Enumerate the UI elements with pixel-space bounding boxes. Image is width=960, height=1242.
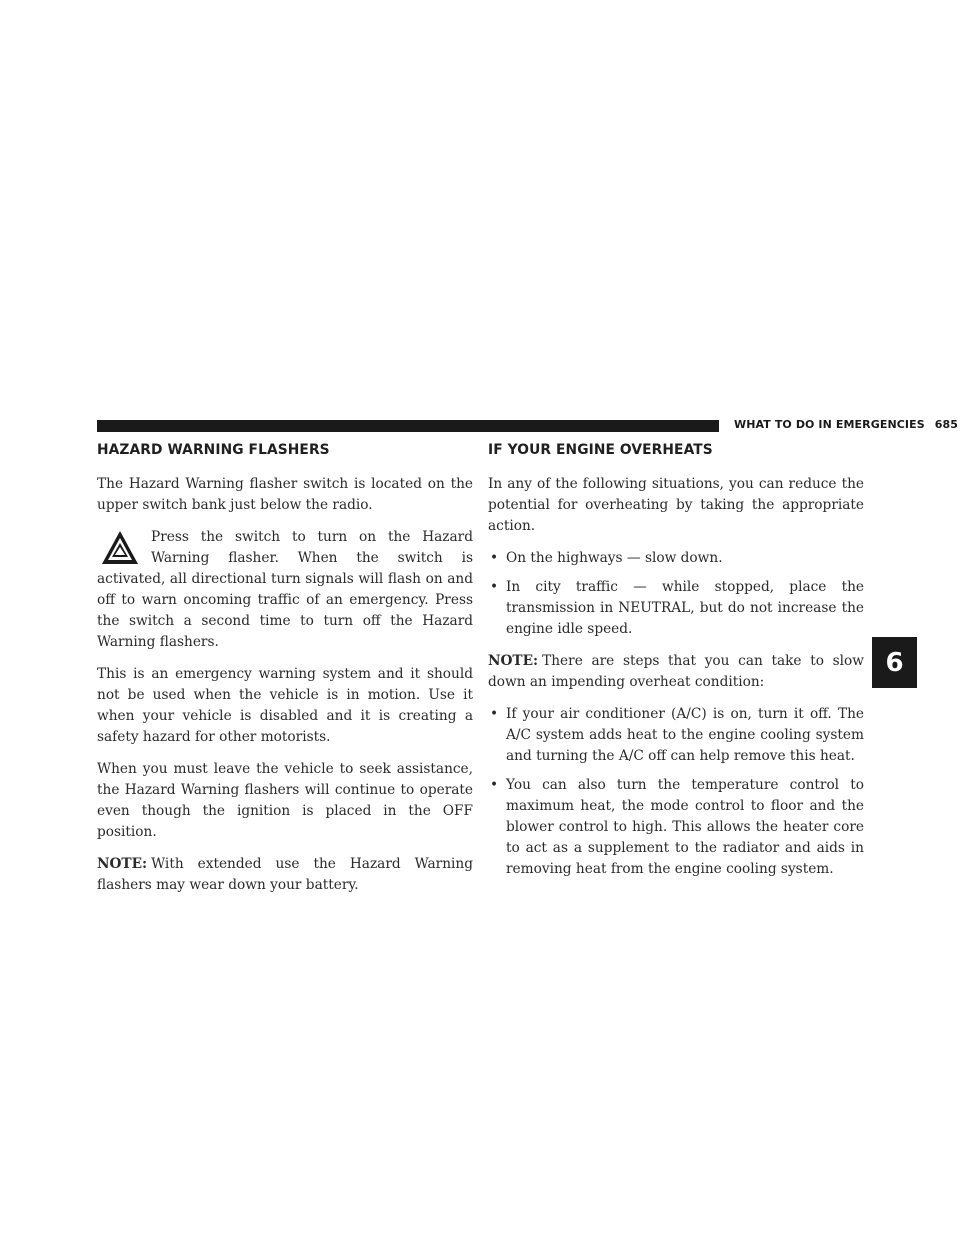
hazard-warning-icon [100, 529, 140, 567]
steps-list [488, 704, 864, 880]
note-label: NOTE: [488, 653, 539, 669]
bullet-icon: • [490, 579, 499, 595]
situation-list [488, 548, 864, 640]
list-item: • You can also turn the temperature control to maximum heat, the mode control to floor and the blower control to high. This allows the heater core to act as a supplement to the radiator and aids in removing heat from the engine cooling system. [490, 777, 864, 877]
header-rule [97, 420, 719, 432]
emergency-system-paragraph: This is an emergency warning system and it should not be used when the vehicle is in motion. Use it when your vehicle is disabled and it is creating a safety hazard for other motorists. [97, 666, 473, 745]
leave-vehicle-paragraph: When you must leave the vehicle to seek assistance, the Hazard Warning flashers will continue to operate even though the ignition is placed in the OFF position. [97, 761, 473, 840]
left-column [97, 442, 473, 907]
list-item: • In city traffic — while stopped, place the transmission in NEUTRAL, but do not increase the engine idle speed. [490, 579, 864, 637]
hazard-usage-paragraph [97, 527, 473, 653]
right-column [488, 442, 864, 891]
bullet-icon: • [490, 706, 499, 722]
hazard-usage-text: Press the switch to turn on the Hazard Warning flasher. When the switch is activated, all directional turn signals will flash on and off to warn oncoming traffic of an emergency. Press the switch a second time to turn off the Hazard Warning flashers. [97, 529, 473, 650]
page-number: 685 [934, 418, 959, 431]
list-item: • If your air conditioner (A/C) is on, turn it off. The A/C system adds heat to the engine cooling system and turning the A/C off can help remove this heat. [490, 706, 864, 764]
bullet-icon: • [490, 550, 499, 566]
section-title: WHAT TO DO IN EMERGENCIES [734, 418, 925, 431]
hazard-location-paragraph: The Hazard Warning flasher switch is located on the upper switch bank just below the radio. [97, 476, 473, 513]
bullet-icon: • [490, 777, 499, 793]
overheat-intro: In any of the following situations, you can reduce the potential for overheating by taking the appropriate action. [488, 476, 864, 534]
hazard-heading: HAZARD WARNING FLASHERS [97, 442, 330, 458]
chapter-tab[interactable]: 6 [872, 637, 917, 688]
note-text: With extended use the Hazard Warning flashers may wear down your battery. [97, 856, 473, 893]
list-item: • On the highways — slow down. [488, 548, 864, 569]
overheat-note [488, 651, 864, 693]
battery-note [97, 854, 473, 896]
note-text: There are steps that you can take to slow down an impending overheat condition: [488, 653, 864, 690]
note-label: NOTE: [97, 856, 148, 872]
running-header [734, 418, 959, 431]
overheat-heading: IF YOUR ENGINE OVERHEATS [488, 442, 713, 458]
